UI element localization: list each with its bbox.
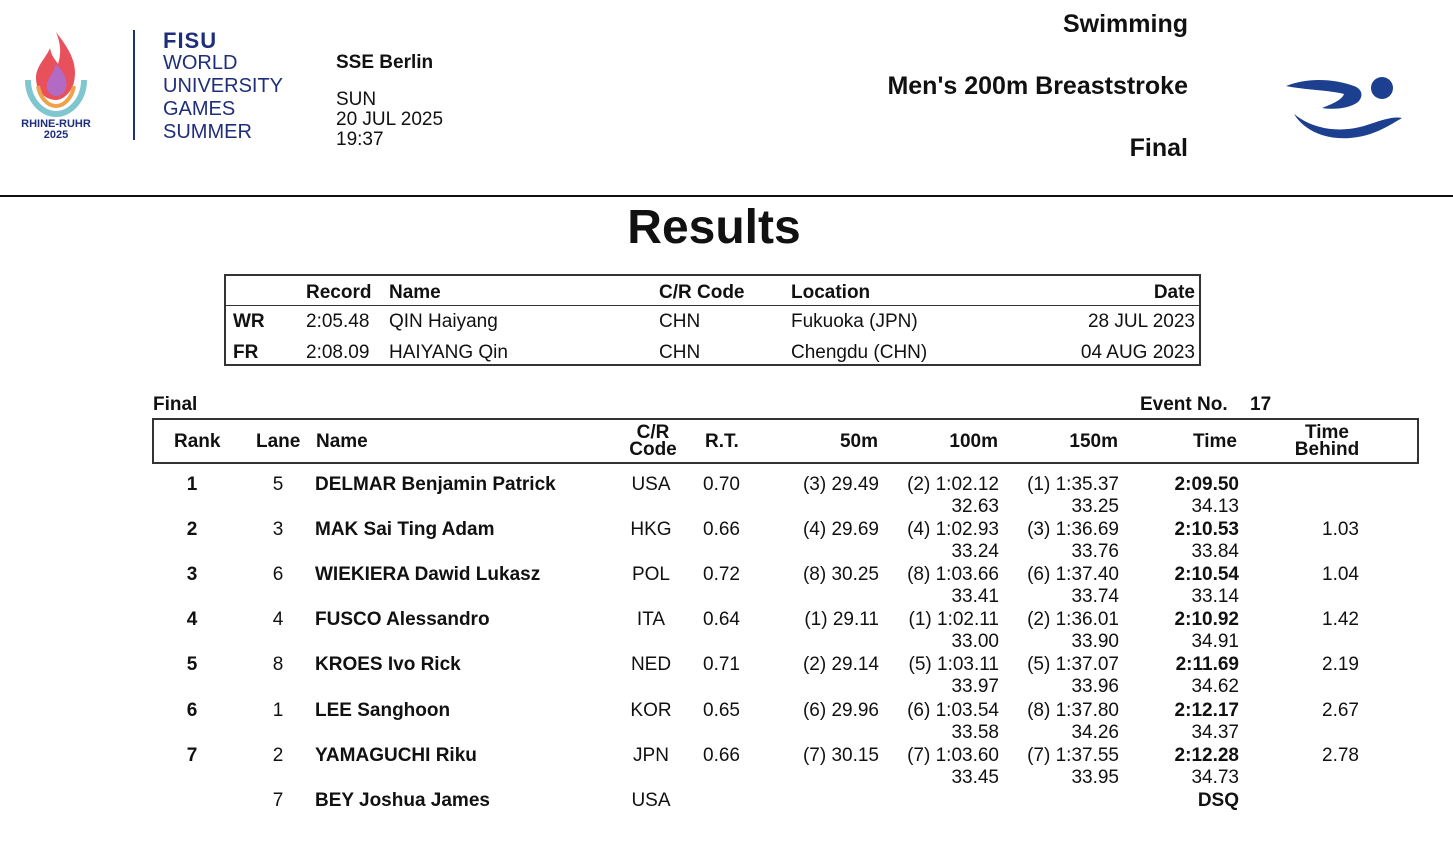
header-time-behind (1274, 424, 1380, 458)
cell-rank: 2 (186, 519, 198, 540)
cell-split-150m-lap: 33.95 (1071, 767, 1119, 788)
header-code-line1: C/R (636, 422, 670, 443)
cell-split-50m: (2) 29.14 (802, 654, 879, 675)
cell-time-behind: 1.04 (1322, 564, 1359, 585)
sport-title: Swimming (1062, 10, 1188, 38)
phase-title: Final (1129, 134, 1188, 162)
records-header-date: Date (1153, 282, 1195, 303)
cell-final-lap: 34.73 (1191, 767, 1239, 788)
event-number: 17 (1250, 394, 1272, 415)
cell-split-150m: (7) 1:37.55 (1027, 745, 1119, 766)
header-behind-line2: Behind (1294, 439, 1360, 460)
cell-rank: 5 (186, 654, 198, 675)
cell-rank: 6 (186, 700, 198, 721)
cell-final-time: 2:11.69 (1175, 654, 1239, 675)
header-rule (0, 195, 1453, 197)
cell-split-100m-lap: 33.58 (951, 722, 999, 743)
record-type: FR (233, 342, 259, 363)
table-row (0, 790, 1453, 835)
cell-split-150m: (5) 1:37.07 (1027, 654, 1119, 675)
record-type: WR (233, 311, 265, 332)
cell-split-150m-lap: 33.90 (1071, 631, 1119, 652)
cell-split-150m-lap: 33.25 (1071, 496, 1119, 517)
cell-athlete-name: MAK Sai Ting Adam (315, 519, 495, 540)
page-title: Results (627, 201, 801, 254)
cell-split-100m: (4) 1:02.93 (907, 519, 999, 540)
header-rank: Rank (174, 431, 221, 452)
header-behind-line1: Time (1304, 422, 1349, 443)
cell-noc-code: KOR (630, 700, 672, 721)
rhine-ruhr-year: 2025 (43, 129, 69, 141)
header-100m: 100m (949, 431, 998, 452)
cell-noc-code: HKG (630, 519, 672, 540)
swimmer-icon (1284, 74, 1404, 140)
time-label: 19:37 (336, 129, 384, 150)
cell-athlete-name: FUSCO Alessandro (315, 609, 490, 630)
table-row (0, 745, 1453, 790)
fisu-line-1: WORLD (163, 52, 238, 74)
event-title: Men's 200m Breaststroke (887, 72, 1188, 100)
cell-final-lap: 34.91 (1191, 631, 1239, 652)
cell-noc-code: NED (630, 654, 672, 675)
cell-split-150m-lap: 34.26 (1071, 722, 1119, 743)
cell-final-lap: 33.84 (1191, 541, 1239, 562)
cell-lane: 5 (272, 474, 284, 495)
cell-split-150m-lap: 33.76 (1071, 541, 1119, 562)
cell-split-50m: (6) 29.96 (802, 700, 879, 721)
cell-split-100m-lap: 33.45 (951, 767, 999, 788)
cell-rank: 7 (186, 745, 198, 766)
cell-rank: 1 (186, 474, 198, 495)
cell-split-50m: (1) 29.11 (804, 609, 879, 630)
table-row (0, 474, 1453, 519)
day-label: SUN (336, 89, 377, 110)
cell-final-lap: 34.13 (1191, 496, 1239, 517)
table-row (0, 654, 1453, 699)
cell-reaction-time: 0.70 (703, 474, 740, 495)
table-row (0, 609, 1453, 654)
cell-noc-code: ITA (636, 609, 666, 630)
cell-split-150m-lap: 33.96 (1071, 676, 1119, 697)
cell-split-100m-lap: 33.41 (951, 586, 999, 607)
cell-final-time: 2:10.53 (1174, 519, 1239, 540)
cell-time-behind: 1.03 (1322, 519, 1359, 540)
header-code (618, 424, 688, 458)
cell-final-time: 2:10.54 (1174, 564, 1239, 585)
fisu-brand: FISU (163, 28, 218, 53)
cell-lane: 3 (272, 519, 284, 540)
cell-reaction-time: 0.66 (703, 519, 740, 540)
records-header-record: Record (306, 282, 372, 303)
cell-final-lap: 33.14 (1191, 586, 1239, 607)
cell-athlete-name: BEY Joshua James (315, 790, 490, 811)
record-time: 2:08.09 (306, 342, 370, 363)
cell-split-100m: (6) 1:03.54 (907, 700, 999, 721)
cell-split-100m: (5) 1:03.11 (908, 654, 999, 675)
header-name: Name (316, 431, 368, 452)
cell-final-lap: 34.37 (1191, 722, 1239, 743)
cell-athlete-name: WIEKIERA Dawid Lukasz (315, 564, 541, 585)
cell-split-150m-lap: 33.74 (1071, 586, 1119, 607)
cell-final-time: DSQ (1197, 790, 1239, 811)
records-header-location: Location (791, 282, 871, 303)
date-block (336, 90, 443, 150)
rhine-ruhr-flame-logo (20, 30, 92, 118)
record-location: Fukuoka (JPN) (791, 311, 918, 332)
cell-time-behind: 2.67 (1322, 700, 1359, 721)
cell-split-150m: (2) 1:36.01 (1027, 609, 1119, 630)
records-table (224, 274, 1201, 366)
records-header-code: C/R Code (659, 282, 745, 303)
date-label: 20 JUL 2025 (336, 109, 444, 130)
records-divider (226, 305, 1199, 306)
event-number-label: Event No. (1140, 394, 1228, 415)
cell-noc-code: USA (631, 474, 671, 495)
cell-split-150m: (6) 1:37.40 (1027, 564, 1119, 585)
cell-lane: 8 (272, 654, 284, 675)
cell-split-100m-lap: 32.63 (951, 496, 999, 517)
record-code: CHN (659, 342, 701, 363)
cell-final-time: 2:12.17 (1174, 700, 1239, 721)
header-time: Time (1192, 431, 1237, 452)
cell-noc-code: POL (631, 564, 671, 585)
cell-noc-code: JPN (633, 745, 669, 766)
cell-athlete-name: DELMAR Benjamin Patrick (315, 474, 556, 495)
cell-time-behind: 2.78 (1322, 745, 1359, 766)
cell-athlete-name: LEE Sanghoon (315, 700, 451, 721)
rhine-ruhr-label: RHINE-RUHR (21, 118, 91, 130)
cell-reaction-time: 0.66 (703, 745, 740, 766)
table-row (0, 700, 1453, 745)
record-holder: HAIYANG Qin (389, 342, 508, 363)
cell-reaction-time: 0.65 (703, 700, 740, 721)
fisu-line-2: UNIVERSITY (163, 75, 284, 97)
results-header (152, 418, 1419, 464)
cell-reaction-time: 0.71 (703, 654, 740, 675)
cell-rank: 3 (186, 564, 198, 585)
table-row (0, 519, 1453, 564)
table-row (0, 564, 1453, 609)
cell-split-50m: (4) 29.69 (802, 519, 879, 540)
cell-split-50m: (7) 30.15 (802, 745, 879, 766)
record-code: CHN (659, 311, 701, 332)
header-50m: 50m (839, 431, 878, 452)
cell-rank: 4 (186, 609, 198, 630)
results-body (0, 474, 1453, 824)
results-phase-label: Final (153, 394, 198, 415)
cell-split-50m: (3) 29.49 (802, 474, 879, 495)
cell-reaction-time: 0.64 (703, 609, 740, 630)
record-holder: QIN Haiyang (389, 311, 498, 332)
fisu-line-4: SUMMER (163, 121, 252, 143)
cell-split-100m: (8) 1:03.66 (907, 564, 999, 585)
cell-lane: 6 (272, 564, 284, 585)
record-date: 28 JUL 2023 (1087, 311, 1195, 332)
record-time: 2:05.48 (306, 311, 370, 332)
cell-split-150m: (3) 1:36.69 (1027, 519, 1119, 540)
record-row (226, 338, 1199, 368)
cell-final-time: 2:12.28 (1174, 745, 1239, 766)
cell-split-150m: (1) 1:35.37 (1027, 474, 1119, 495)
cell-lane: 2 (272, 745, 284, 766)
header-150m: 150m (1069, 431, 1118, 452)
records-header-name: Name (389, 282, 441, 303)
record-location: Chengdu (CHN) (791, 342, 928, 363)
header-code-line2: Code (629, 439, 677, 460)
cell-split-100m-lap: 33.97 (951, 676, 999, 697)
cell-split-100m: (7) 1:03.60 (907, 745, 999, 766)
fisu-line-3: GAMES (163, 98, 236, 120)
cell-split-150m: (8) 1:37.80 (1027, 700, 1119, 721)
cell-time-behind: 2.19 (1322, 654, 1359, 675)
cell-final-lap: 34.62 (1191, 676, 1239, 697)
record-row (226, 307, 1199, 337)
cell-noc-code: USA (631, 790, 671, 811)
cell-athlete-name: YAMAGUCHI Riku (315, 745, 477, 766)
cell-final-time: 2:10.92 (1174, 609, 1239, 630)
cell-final-time: 2:09.50 (1174, 474, 1239, 495)
cell-athlete-name: KROES Ivo Rick (315, 654, 461, 675)
cell-split-100m: (2) 1:02.12 (907, 474, 999, 495)
cell-split-100m: (1) 1:02.11 (908, 609, 999, 630)
cell-time-behind: 1.42 (1322, 609, 1359, 630)
header-lane: Lane (256, 431, 301, 452)
record-date: 04 AUG 2023 (1080, 342, 1195, 363)
header-rt: R.T. (705, 431, 739, 452)
cell-lane: 7 (272, 790, 284, 811)
event-logos (0, 0, 300, 170)
cell-split-100m-lap: 33.00 (951, 631, 999, 652)
cell-lane: 4 (272, 609, 284, 630)
cell-reaction-time: 0.72 (703, 564, 740, 585)
cell-lane: 1 (272, 700, 284, 721)
venue-name: SSE Berlin (336, 52, 434, 73)
cell-split-50m: (8) 30.25 (802, 564, 879, 585)
logo-separator (133, 30, 135, 140)
cell-split-100m-lap: 33.24 (951, 541, 999, 562)
